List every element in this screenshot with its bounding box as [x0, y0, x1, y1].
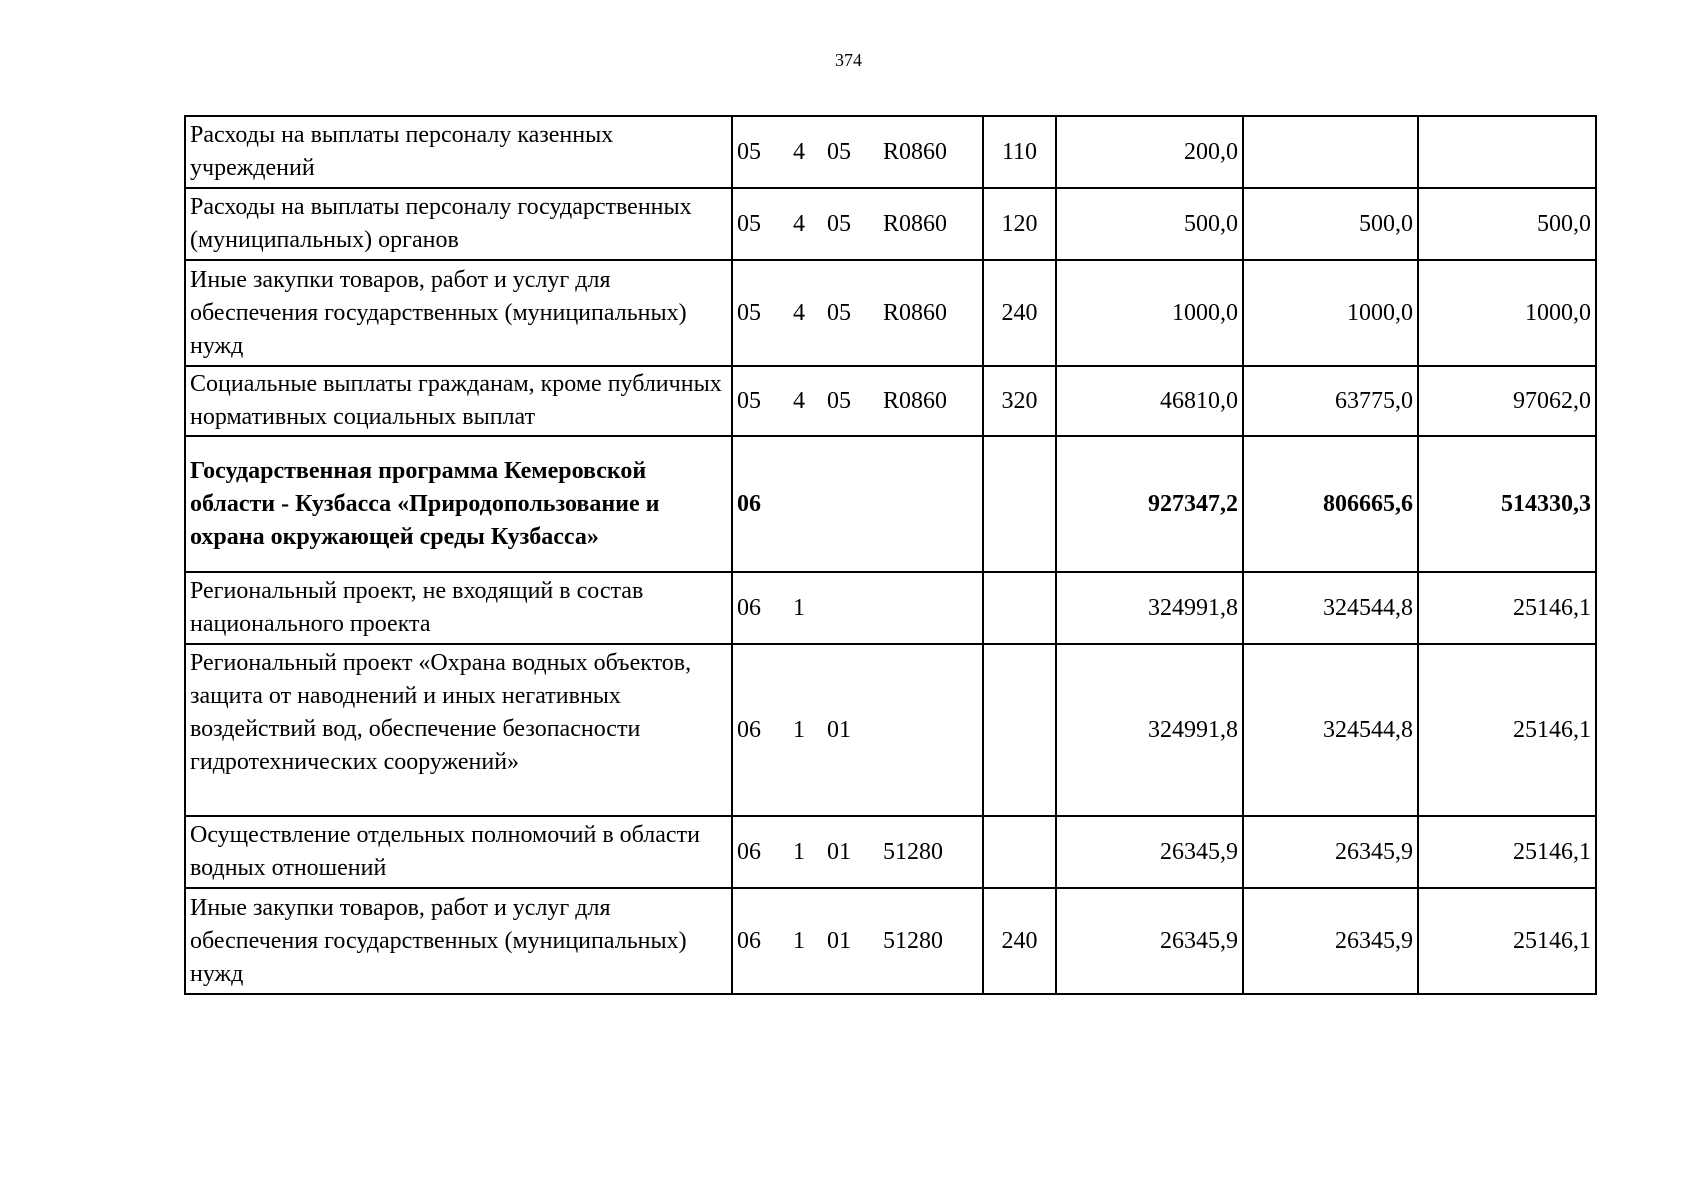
- program-code: 05: [737, 299, 761, 326]
- row-classification-code: [732, 366, 983, 436]
- program-code: 06: [737, 838, 761, 865]
- amount-year-3: [1418, 116, 1596, 188]
- event-code: 05: [827, 138, 851, 165]
- amount-year-3: 514330,3: [1418, 436, 1596, 572]
- row-description: Расходы на выплаты персоналу государственных (муниципальных) органов: [185, 188, 732, 260]
- event-code: 05: [827, 210, 851, 237]
- direction-code: R0860: [883, 299, 948, 326]
- expense-type-code: [983, 436, 1056, 572]
- budget-table: [184, 115, 1597, 995]
- row-classification-code: [732, 888, 983, 994]
- direction-code: R0860: [883, 387, 948, 414]
- expense-type-code: [983, 572, 1056, 644]
- row-description: Государственная программа Кемеровской области - Кузбасса «Природопользование и охрана окружающей среды Кузбасса»: [185, 436, 732, 572]
- expense-type-code: [983, 644, 1056, 816]
- event-code: 01: [827, 927, 851, 954]
- amount-year-1: 200,0: [1056, 116, 1243, 188]
- subprogram-code: 4: [793, 138, 805, 165]
- direction-code: 51280: [883, 927, 943, 954]
- amount-year-2: 26345,9: [1243, 888, 1418, 994]
- program-code: 06: [737, 490, 761, 517]
- row-classification-code: [732, 572, 983, 644]
- amount-year-2: 63775,0: [1243, 366, 1418, 436]
- amount-year-3: 25146,1: [1418, 644, 1596, 816]
- subprogram-code: 1: [793, 838, 805, 865]
- table-row: [185, 188, 1596, 260]
- amount-year-1: 927347,2: [1056, 436, 1243, 572]
- table-row: [185, 116, 1596, 188]
- subprogram-code: 1: [793, 716, 805, 743]
- program-code: 05: [737, 138, 761, 165]
- expense-type-code: 120: [983, 188, 1056, 260]
- direction-code: R0860: [883, 138, 948, 165]
- subprogram-code: 4: [793, 210, 805, 237]
- amount-year-2: [1243, 116, 1418, 188]
- direction-code: 51280: [883, 838, 943, 865]
- program-code: 06: [737, 594, 761, 621]
- subprogram-code: 4: [793, 299, 805, 326]
- amount-year-1: 46810,0: [1056, 366, 1243, 436]
- program-code: 05: [737, 210, 761, 237]
- row-description: Региональный проект, не входящий в состав национального проекта: [185, 572, 732, 644]
- table-row: [185, 572, 1596, 644]
- row-description: Социальные выплаты гражданам, кроме публичных нормативных социальных выплат: [185, 366, 732, 436]
- event-code: 05: [827, 387, 851, 414]
- program-code: 06: [737, 716, 761, 743]
- amount-year-1: 26345,9: [1056, 888, 1243, 994]
- amount-year-2: 1000,0: [1243, 260, 1418, 366]
- row-classification-code: [732, 188, 983, 260]
- row-classification-code: [732, 116, 983, 188]
- amount-year-3: 500,0: [1418, 188, 1596, 260]
- row-classification-code: [732, 436, 983, 572]
- amount-year-1: 1000,0: [1056, 260, 1243, 366]
- row-description: Осуществление отдельных полномочий в области водных отношений: [185, 816, 732, 888]
- row-classification-code: [732, 816, 983, 888]
- amount-year-3: 1000,0: [1418, 260, 1596, 366]
- event-code: 01: [827, 838, 851, 865]
- row-description: Региональный проект «Охрана водных объектов, защита от наводнений и иных негативных воздействий вод, обеспечение безопасности гидротехнических сооружений»: [185, 644, 732, 816]
- expense-type-code: 320: [983, 366, 1056, 436]
- program-code: 06: [737, 927, 761, 954]
- expense-type-code: 110: [983, 116, 1056, 188]
- amount-year-3: 97062,0: [1418, 366, 1596, 436]
- amount-year-1: 324991,8: [1056, 644, 1243, 816]
- table-row: [185, 366, 1596, 436]
- row-classification-code: [732, 260, 983, 366]
- subprogram-code: 1: [793, 594, 805, 621]
- subprogram-code: 1: [793, 927, 805, 954]
- amount-year-3: 25146,1: [1418, 888, 1596, 994]
- amount-year-3: 25146,1: [1418, 572, 1596, 644]
- amount-year-1: 324991,8: [1056, 572, 1243, 644]
- subprogram-code: 4: [793, 387, 805, 414]
- row-description: Расходы на выплаты персоналу казенных учреждений: [185, 116, 732, 188]
- row-description: Иные закупки товаров, работ и услуг для обеспечения государственных (муниципальных) нужд: [185, 888, 732, 994]
- table-row: [185, 816, 1596, 888]
- expense-type-code: 240: [983, 888, 1056, 994]
- program-code: 05: [737, 387, 761, 414]
- amount-year-2: 806665,6: [1243, 436, 1418, 572]
- event-code: 05: [827, 299, 851, 326]
- amount-year-3: 25146,1: [1418, 816, 1596, 888]
- expense-type-code: [983, 816, 1056, 888]
- amount-year-2: 324544,8: [1243, 572, 1418, 644]
- row-description: Иные закупки товаров, работ и услуг для обеспечения государственных (муниципальных) нужд: [185, 260, 732, 366]
- page-number: 374: [835, 50, 862, 70]
- table-row: [185, 888, 1596, 994]
- amount-year-2: 26345,9: [1243, 816, 1418, 888]
- amount-year-2: 500,0: [1243, 188, 1418, 260]
- row-classification-code: [732, 644, 983, 816]
- table-row: [185, 260, 1596, 366]
- table-row: [185, 644, 1596, 816]
- table-row-program-total: [185, 436, 1596, 572]
- expense-type-code: 240: [983, 260, 1056, 366]
- amount-year-1: 500,0: [1056, 188, 1243, 260]
- direction-code: R0860: [883, 210, 948, 237]
- event-code: 01: [827, 716, 851, 743]
- amount-year-2: 324544,8: [1243, 644, 1418, 816]
- amount-year-1: 26345,9: [1056, 816, 1243, 888]
